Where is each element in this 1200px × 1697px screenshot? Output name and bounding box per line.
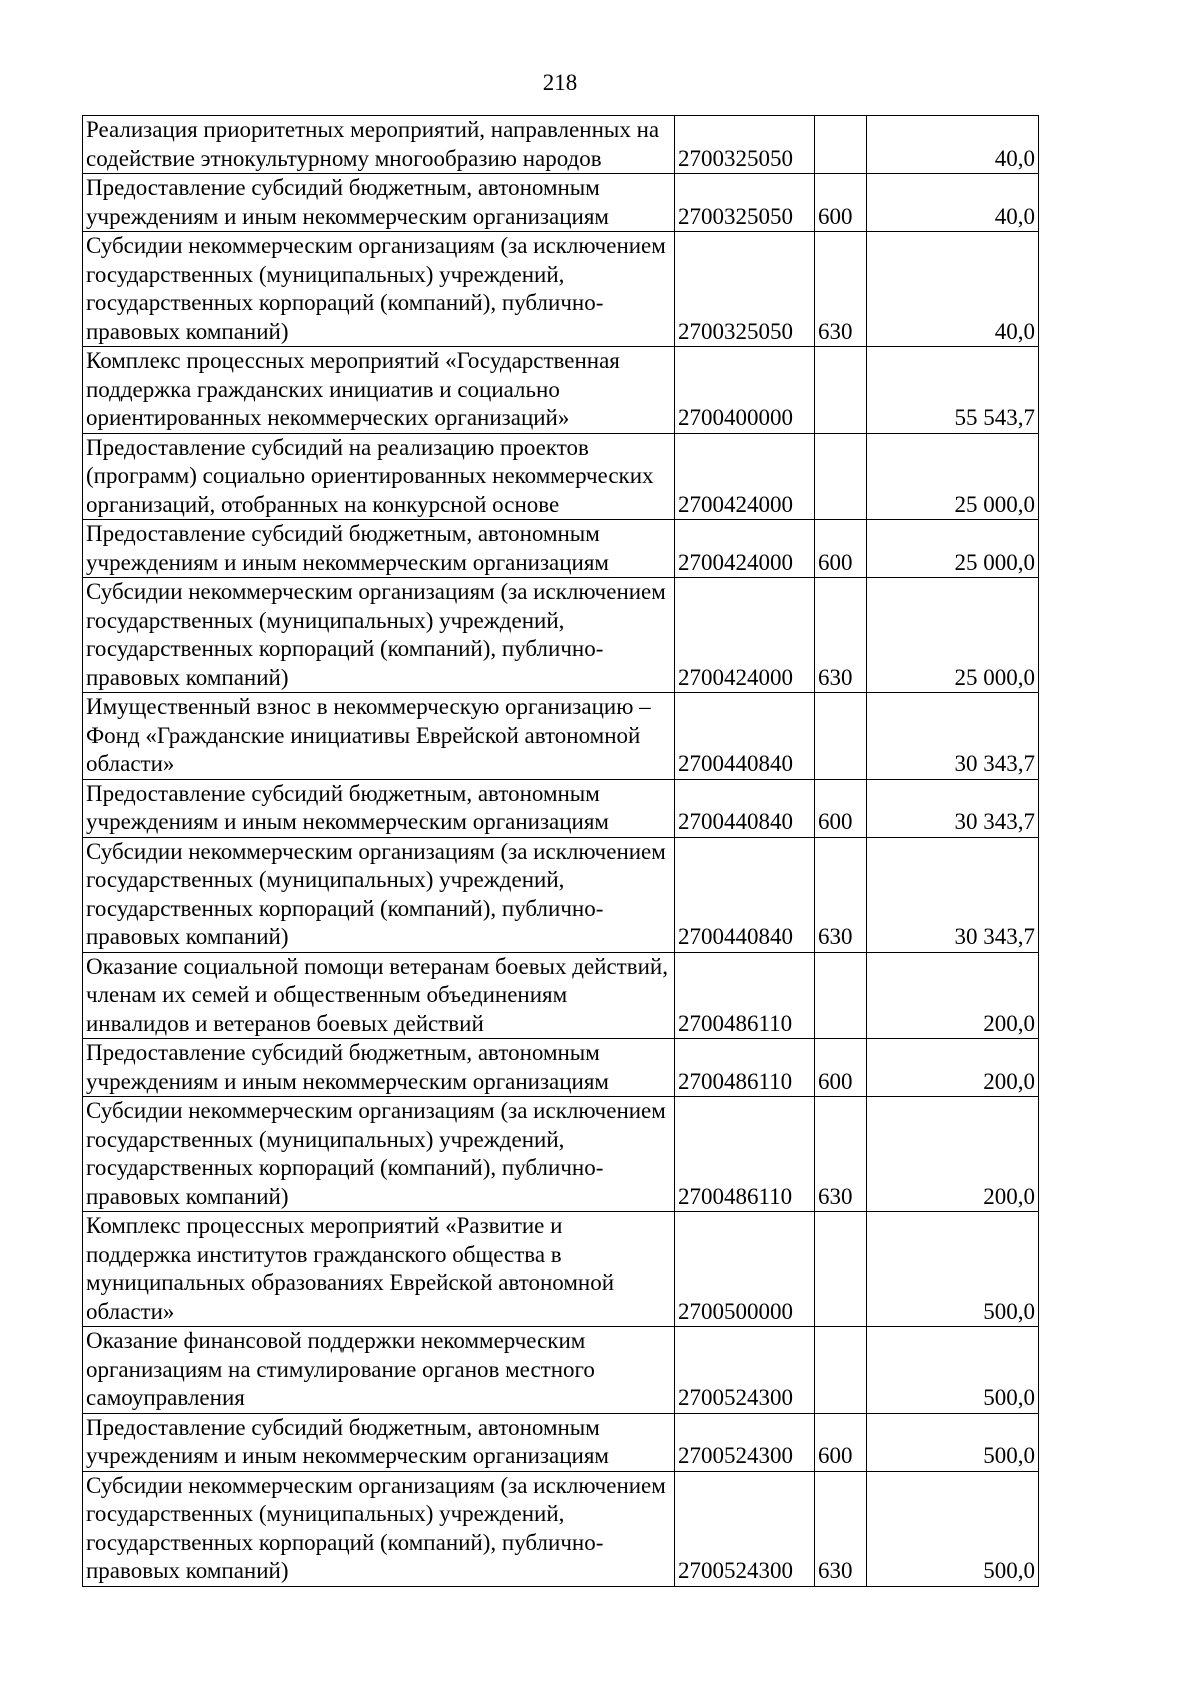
table-row bbox=[83, 779, 1039, 837]
row-sum-cell: 500,0 bbox=[867, 1471, 1039, 1586]
row-csr-cell: 2700524300 bbox=[675, 1327, 815, 1414]
budget-table bbox=[82, 115, 1039, 1587]
row-vr-cell bbox=[815, 116, 867, 174]
row-vr-cell: 630 bbox=[815, 837, 867, 952]
row-csr-cell: 2700424000 bbox=[675, 433, 815, 520]
row-name-cell: Комплекс процессных мероприятий «Развитие и поддержка институтов гражданского общества в муниципальных образованиях Еврейской автономной области» bbox=[83, 1212, 675, 1327]
row-vr-cell bbox=[815, 1327, 867, 1414]
table-row bbox=[83, 837, 1039, 952]
row-sum-cell: 200,0 bbox=[867, 1039, 1039, 1097]
row-csr-cell: 2700440840 bbox=[675, 693, 815, 780]
row-csr-cell: 2700440840 bbox=[675, 837, 815, 952]
row-name-cell: Предоставление субсидий на реализацию проектов (программ) социально ориентированных некоммерческих организаций, отобранных на конкурсной основе bbox=[83, 433, 675, 520]
table-row bbox=[83, 1413, 1039, 1471]
row-vr-cell bbox=[815, 433, 867, 520]
row-sum-cell: 200,0 bbox=[867, 952, 1039, 1039]
row-name-cell: Субсидии некоммерческим организациям (за исключением государственных (муниципальных) учреждений, государственных корпораций (компаний), публично-правовых компаний) bbox=[83, 232, 675, 347]
row-name-cell: Субсидии некоммерческим организациям (за исключением государственных (муниципальных) учреждений, государственных корпораций (компаний), публично-правовых компаний) bbox=[83, 837, 675, 952]
table-row bbox=[83, 433, 1039, 520]
row-csr-cell: 2700325050 bbox=[675, 174, 815, 232]
row-csr-cell: 2700486110 bbox=[675, 952, 815, 1039]
row-csr-cell: 2700500000 bbox=[675, 1212, 815, 1327]
row-csr-cell: 2700524300 bbox=[675, 1413, 815, 1471]
row-vr-cell: 600 bbox=[815, 520, 867, 578]
row-csr-cell: 2700440840 bbox=[675, 779, 815, 837]
row-name-cell: Субсидии некоммерческим организациям (за исключением государственных (муниципальных) учреждений, государственных корпораций (компаний), публично-правовых компаний) bbox=[83, 1471, 675, 1586]
row-vr-cell bbox=[815, 347, 867, 434]
row-csr-cell: 2700486110 bbox=[675, 1039, 815, 1097]
row-vr-cell: 630 bbox=[815, 1097, 867, 1212]
row-name-cell: Комплекс процессных мероприятий «Государственная поддержка гражданских инициатив и социально ориентированных некоммерческих организаций» bbox=[83, 347, 675, 434]
table-row bbox=[83, 1212, 1039, 1327]
row-vr-cell: 600 bbox=[815, 174, 867, 232]
row-sum-cell: 25 000,0 bbox=[867, 433, 1039, 520]
row-name-cell: Предоставление субсидий бюджетным, автономным учреждениям и иным некоммерческим организациям bbox=[83, 520, 675, 578]
row-sum-cell: 500,0 bbox=[867, 1413, 1039, 1471]
table-row bbox=[83, 952, 1039, 1039]
row-name-cell: Оказание финансовой поддержки некоммерческим организациям на стимулирование органов местного самоуправления bbox=[83, 1327, 675, 1414]
row-name-cell: Оказание социальной помощи ветеранам боевых действий, членам их семей и общественным объединениям инвалидов и ветеранов боевых действий bbox=[83, 952, 675, 1039]
row-name-cell: Имущественный взнос в некоммерческую организацию – Фонд «Гражданские инициативы Еврейской автономной области» bbox=[83, 693, 675, 780]
row-sum-cell: 40,0 bbox=[867, 174, 1039, 232]
row-name-cell: Предоставление субсидий бюджетным, автономным учреждениям и иным некоммерческим организациям bbox=[83, 174, 675, 232]
row-vr-cell bbox=[815, 952, 867, 1039]
row-sum-cell: 500,0 bbox=[867, 1327, 1039, 1414]
table-row bbox=[83, 232, 1039, 347]
row-name-cell: Субсидии некоммерческим организациям (за исключением государственных (муниципальных) учреждений, государственных корпораций (компаний), публично-правовых компаний) bbox=[83, 1097, 675, 1212]
row-sum-cell: 25 000,0 bbox=[867, 520, 1039, 578]
row-vr-cell: 600 bbox=[815, 1413, 867, 1471]
row-sum-cell: 25 000,0 bbox=[867, 578, 1039, 693]
row-vr-cell bbox=[815, 693, 867, 780]
row-sum-cell: 40,0 bbox=[867, 232, 1039, 347]
row-vr-cell: 630 bbox=[815, 578, 867, 693]
row-csr-cell: 2700325050 bbox=[675, 232, 815, 347]
row-sum-cell: 500,0 bbox=[867, 1212, 1039, 1327]
row-sum-cell: 200,0 bbox=[867, 1097, 1039, 1212]
table-row bbox=[83, 174, 1039, 232]
table-row bbox=[83, 1471, 1039, 1586]
table-row bbox=[83, 116, 1039, 174]
row-name-cell: Предоставление субсидий бюджетным, автономным учреждениям и иным некоммерческим организациям bbox=[83, 1413, 675, 1471]
row-csr-cell: 2700524300 bbox=[675, 1471, 815, 1586]
budget-table-body bbox=[83, 116, 1039, 1587]
row-name-cell: Реализация приоритетных мероприятий, направленных на содействие этнокультурному многообразию народов bbox=[83, 116, 675, 174]
page-number: 218 bbox=[542, 70, 578, 95]
row-csr-cell: 2700424000 bbox=[675, 578, 815, 693]
row-name-cell: Предоставление субсидий бюджетным, автономным учреждениям и иным некоммерческим организациям bbox=[83, 1039, 675, 1097]
row-csr-cell: 2700486110 bbox=[675, 1097, 815, 1212]
table-row bbox=[83, 1327, 1039, 1414]
row-sum-cell: 30 343,7 bbox=[867, 779, 1039, 837]
row-sum-cell: 30 343,7 bbox=[867, 693, 1039, 780]
table-row bbox=[83, 1039, 1039, 1097]
row-vr-cell: 630 bbox=[815, 1471, 867, 1586]
row-csr-cell: 2700424000 bbox=[675, 520, 815, 578]
table-row bbox=[83, 693, 1039, 780]
row-csr-cell: 2700400000 bbox=[675, 347, 815, 434]
row-vr-cell: 600 bbox=[815, 1039, 867, 1097]
row-vr-cell bbox=[815, 1212, 867, 1327]
table-row bbox=[83, 578, 1039, 693]
row-csr-cell: 2700325050 bbox=[675, 116, 815, 174]
table-row bbox=[83, 347, 1039, 434]
row-vr-cell: 630 bbox=[815, 232, 867, 347]
row-sum-cell: 40,0 bbox=[867, 116, 1039, 174]
row-vr-cell: 600 bbox=[815, 779, 867, 837]
row-sum-cell: 30 343,7 bbox=[867, 837, 1039, 952]
row-name-cell: Субсидии некоммерческим организациям (за исключением государственных (муниципальных) учреждений, государственных корпораций (компаний), публично-правовых компаний) bbox=[83, 578, 675, 693]
table-row bbox=[83, 520, 1039, 578]
row-sum-cell: 55 543,7 bbox=[867, 347, 1039, 434]
row-name-cell: Предоставление субсидий бюджетным, автономным учреждениям и иным некоммерческим организациям bbox=[83, 779, 675, 837]
table-row bbox=[83, 1097, 1039, 1212]
